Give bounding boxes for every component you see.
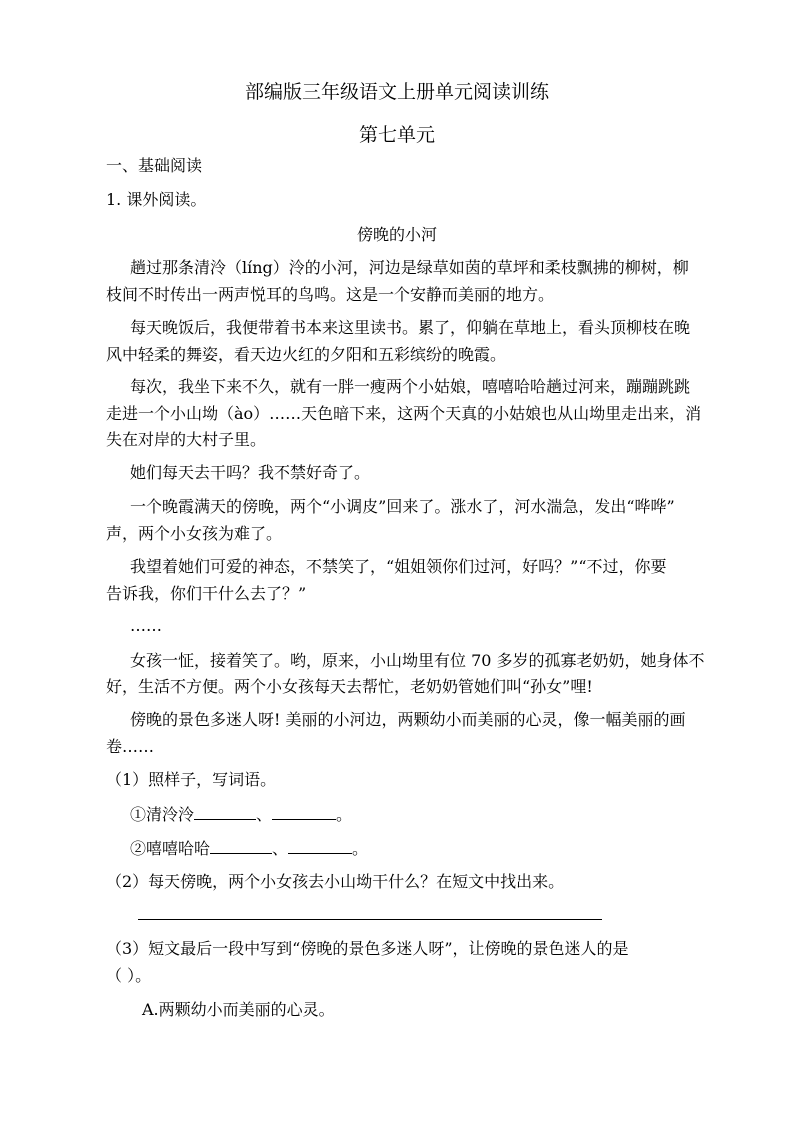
paragraph-line: 一个晚霞满天的傍晚，两个“小调皮”回来了。涨水了，河水湍急，发出“哗哗”	[130, 497, 675, 516]
answer-blank[interactable]	[210, 838, 272, 854]
ellipsis-line: ……	[130, 616, 162, 635]
paragraph-line: 女孩一怔，接着笑了。哟，原来，小山坳里有位 70 多岁的孤寡老奶奶，她身体不	[130, 651, 705, 670]
example-word: ①清泠泠	[130, 805, 195, 824]
section-heading: 一、基础阅读	[106, 156, 203, 175]
example-word: ②嘻嘻哈哈	[130, 839, 211, 858]
fill-blank-row-2	[130, 838, 368, 859]
paragraph-line: 她们每天去干吗？我不禁好奇了。	[130, 463, 371, 482]
answer-bracket[interactable]: （ ）。	[106, 966, 152, 985]
paragraph-line: 每次，我坐下来不久，就有一胖一瘦两个小姑娘，嘻嘻哈哈趟过河来，蹦蹦跳跳	[130, 377, 691, 396]
answer-blank[interactable]	[194, 804, 256, 820]
sub-question-1: （1）照样子，写词语。	[106, 770, 277, 789]
paragraph-line: 枝间不时传出一两声悦耳的鸟鸣。这是一个安静而美丽的地方。	[106, 285, 555, 304]
passage-title: 傍晚的小河	[356, 225, 437, 244]
period: 。	[352, 839, 369, 858]
question-label: 1. 课外阅读。	[106, 190, 207, 209]
paragraph-line: 傍晚的景色多迷人呀! 美丽的小河边，两颗幼小而美丽的心灵，像一幅美丽的画	[130, 710, 686, 729]
answer-blank[interactable]	[288, 838, 352, 854]
unit-heading: 第七单元	[358, 124, 435, 146]
paragraph-line: 好，生活不方便。两个小女孩每天去帮忙，老奶奶管她们叫“孙女”哩!	[106, 677, 593, 696]
paragraph-line: 失在对岸的大村子里。	[106, 430, 267, 449]
paragraph-line: 风中轻柔的舞姿，看天边火红的夕阳和五彩缤纷的晚霞。	[106, 345, 507, 364]
paragraph-line: 卷……	[106, 737, 155, 756]
separator: 、	[256, 805, 273, 824]
paragraph-line: 我望着她们可爱的神态，不禁笑了，“姐姐领你们过河，好吗？”“不过，你要	[130, 557, 667, 576]
sub-question-2: （2）每天傍晚，两个小女孩去小山坳干什么？在短文中找出来。	[106, 872, 565, 891]
answer-blank[interactable]	[272, 804, 336, 820]
option-a[interactable]: A.两颗幼小而美丽的心灵。	[142, 1000, 335, 1019]
answer-line[interactable]	[138, 919, 602, 920]
sub-question-3: （3）短文最后一段中写到“傍晚的景色多迷人呀”，让傍晚的景色迷人的是	[106, 939, 629, 958]
period: 。	[336, 805, 353, 824]
paragraph-line: 走进一个小山坳（ào）……天色暗下来，这两个天真的小姑娘也从山坳里走出来，消	[106, 404, 702, 423]
separator: 、	[272, 839, 289, 858]
paragraph-line: 趟过那条清泠（líng）泠的小河，河边是绿草如茵的草坪和柔枝飘拂的柳树，柳	[130, 258, 689, 277]
fill-blank-row-1	[130, 804, 352, 825]
paragraph-line: 声，两个小女孩为难了。	[106, 524, 283, 543]
paragraph-line: 告诉我，你们干什么去了？”	[106, 584, 307, 603]
document-title: 部编版三年级语文上册单元阅读训练	[244, 81, 549, 103]
paragraph-line: 每天晚饭后，我便带着书本来这里读书。累了，仰躺在草地上，看头顶柳枝在晚	[130, 318, 691, 337]
